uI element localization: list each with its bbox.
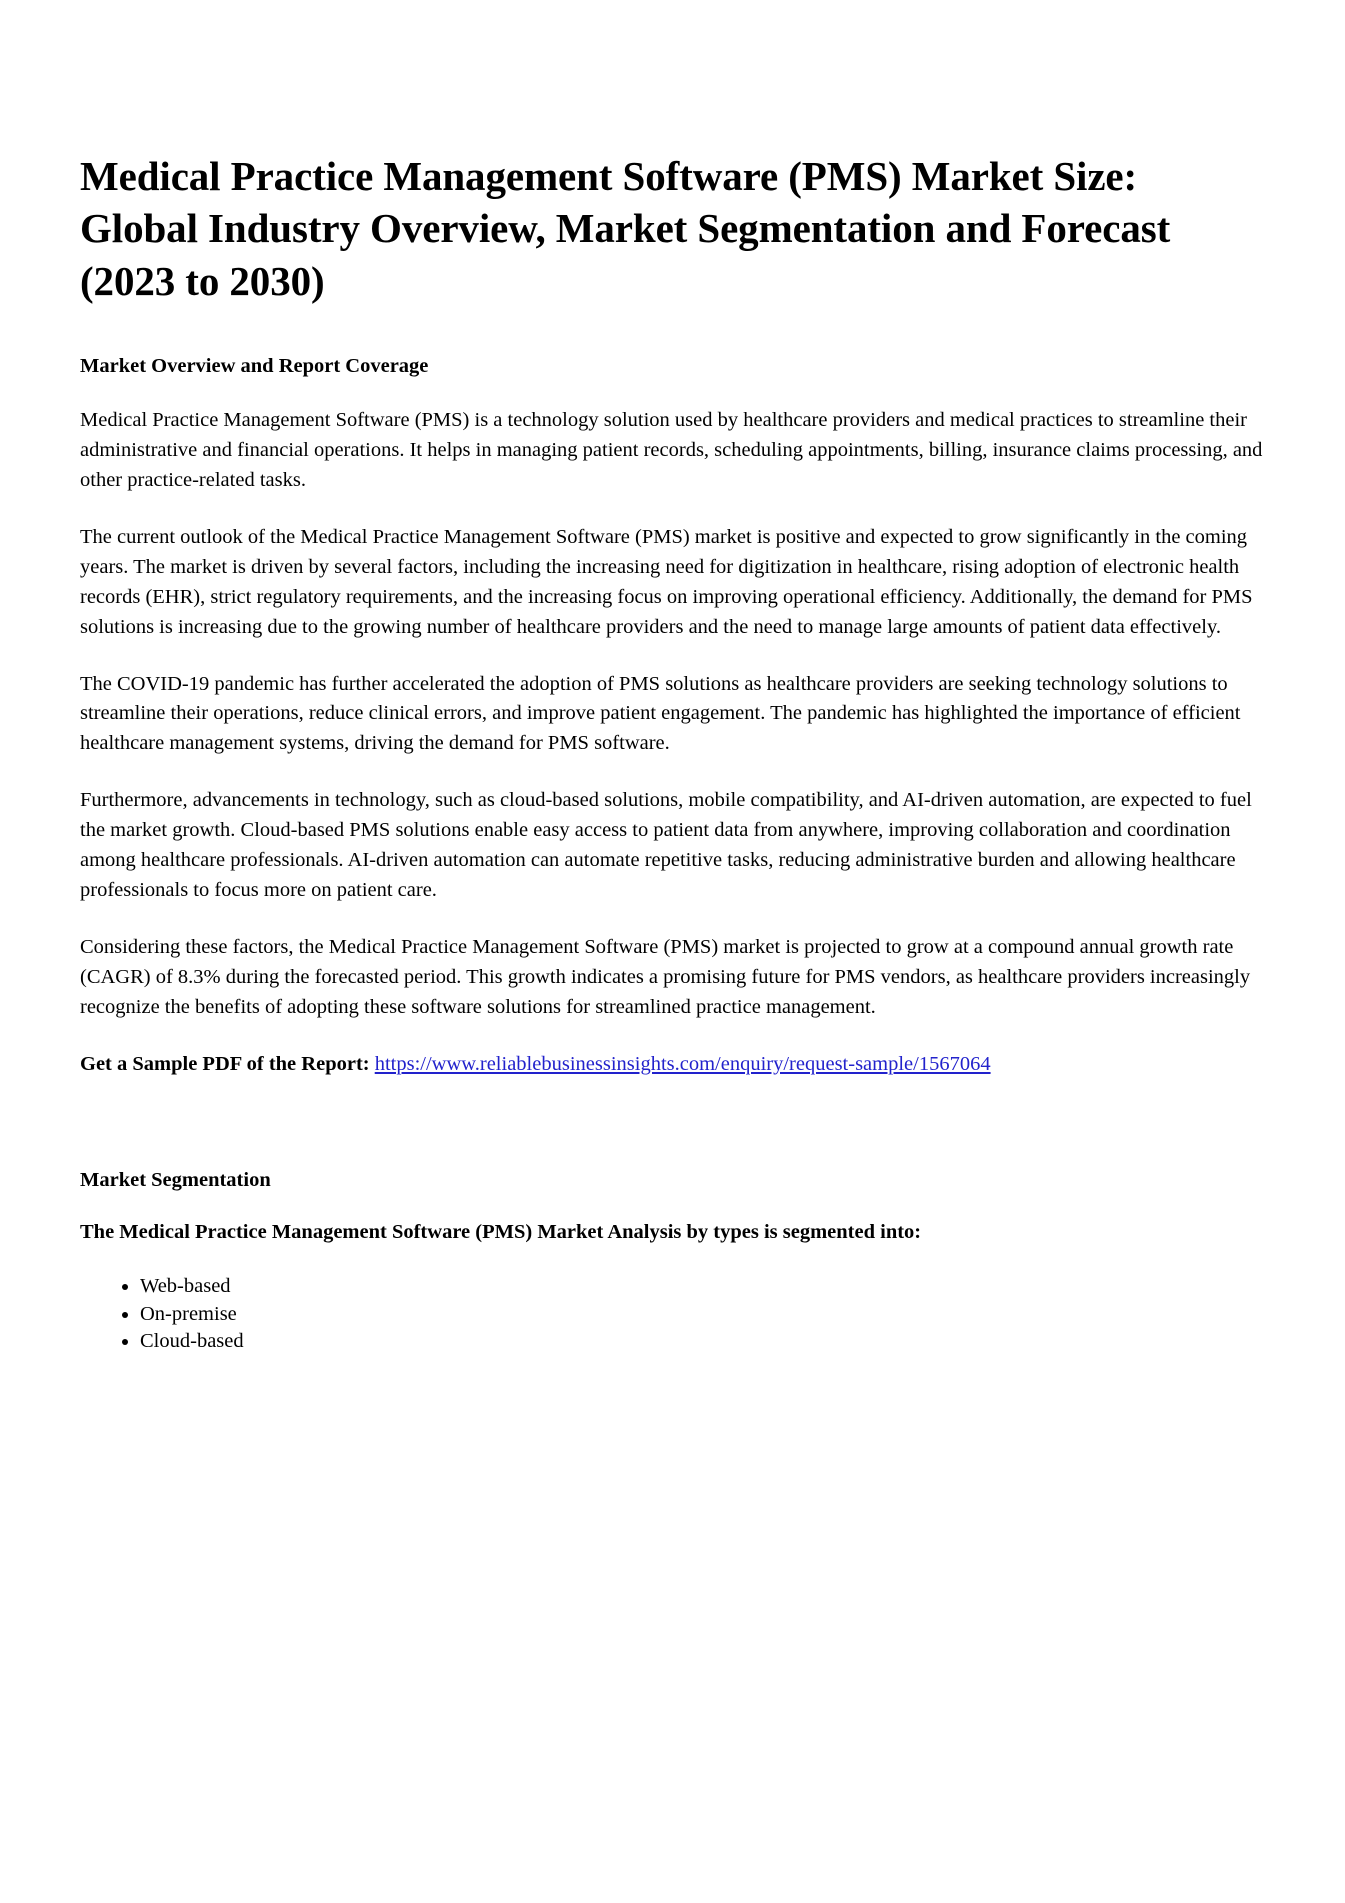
section-spacer	[80, 1107, 1265, 1167]
subheading-analysis-by-types: The Medical Practice Management Software (PMS) Market Analysis by types is segmented into:	[80, 1221, 922, 1244]
document-content	[80, 150, 1265, 1355]
page-title: Medical Practice Management Software (PMS) Market Size: Global Industry Overview, Market Segmentation and Forecast (2023 to 2030)	[80, 153, 1171, 304]
list-item: • On-premise	[140, 1302, 1265, 1328]
segmentation-types-list	[80, 1274, 1265, 1355]
list-item: • Web-based	[140, 1274, 1265, 1300]
paragraph-pms-definition: Medical Practice Management Software (PMS) is a technology solution used by healthcare providers and medical practices to streamline their administrative and financial operations. It helps in managing patient records, scheduling appointments, billing, insurance claims processing, and other practice-related tasks.	[80, 409, 1263, 491]
paragraph-technology-advancements: Furthermore, advancements in technology, such as cloud-based solutions, mobile compatibility, and AI-driven automation, are expected to fuel the market growth. Cloud-based PMS solutions enable easy access to patient data from anywhere, improving collaboration and coordination among healthcare professionals. AI-driven automation can automate repetitive tasks, reducing administrative burden and allowing healthcare professionals to focus more on patient care.	[80, 789, 1252, 902]
request-sample-link[interactable]: https://www.reliablebusinessinsights.com/enquiry/request-sample/1567064	[374, 1052, 991, 1075]
section-heading-market-segmentation: Market Segmentation	[80, 1168, 271, 1191]
section-heading-market-overview: Market Overview and Report Coverage	[80, 355, 429, 378]
paragraph-cagr-projection: Considering these factors, the Medical Practice Management Software (PMS) market is projected to grow at a compound annual growth rate (CAGR) of 8.3% during the forecasted period. This growth indicates a promising future for PMS vendors, as healthcare providers increasingly recognize the benefits of adopting these software solutions for streamlined practice management.	[80, 935, 1251, 1018]
paragraph-covid-impact: The COVID-19 pandemic has further accelerated the adoption of PMS solutions as healthcare providers are seeking technology solutions to streamline their operations, reduce clinical errors, and improve patient engagement. The pandemic has highlighted the importance of efficient healthcare management systems, driving the demand for PMS software.	[80, 672, 1241, 755]
sample-pdf-label: Get a Sample PDF of the Report:	[80, 1052, 370, 1075]
paragraph-market-outlook: The current outlook of the Medical Practice Management Software (PMS) market is positive and expected to grow significantly in the coming years. The market is driven by several factors, including the increasing need for digitization in healthcare, rising adoption of electronic health records (EHR), strict regulatory requirements, and the increasing focus on improving operational efficiency. Additionally, the demand for PMS solutions is increasing due to the growing number of healthcare providers and the need to manage large amounts of patient data effectively.	[80, 525, 1253, 638]
list-item: • Cloud-based	[140, 1329, 1265, 1355]
sample-pdf-line	[80, 1050, 1265, 1080]
